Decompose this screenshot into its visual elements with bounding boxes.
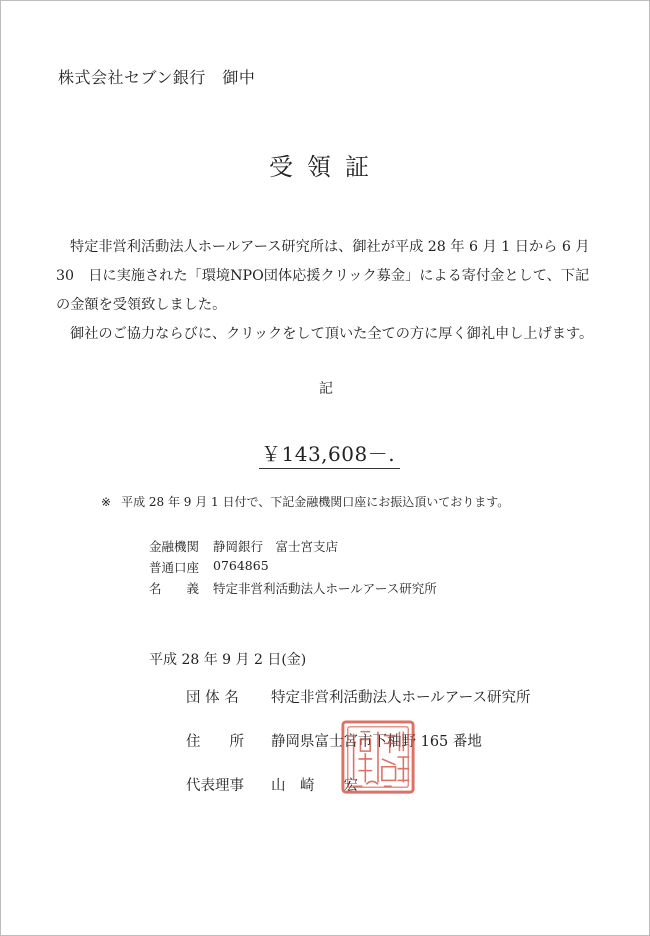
note-text: 平成 28 年 9 月 1 日付で、下記金融機関口座にお振込頂いております。 [121, 495, 510, 509]
bank-row [149, 537, 437, 558]
bank-details [149, 537, 437, 600]
bank-value: 静岡銀行 富士宮支店 [213, 539, 339, 554]
bank-value: 特定非営利活動法人ホールアース研究所 [213, 581, 437, 596]
signatory-label: 団 体 名 [186, 690, 239, 706]
bank-label: 名 義 [149, 581, 200, 596]
signatory-label: 代表理事 [186, 778, 244, 794]
amount: ￥143,608－. [259, 438, 400, 469]
signatory-value: 静岡県富士宮市下柚野 165 番地 [271, 734, 482, 750]
bank-row [149, 579, 437, 600]
document-title: 受領証 [269, 153, 383, 181]
bank-row [149, 558, 437, 579]
signatory-value: 山 崎 宏 [271, 778, 358, 794]
body-paragraph-1: 特定非営利活動法人ホールアース研究所は、御社が平成 28 年 6 月 1 日から 6 月 30 日に実施された「環境NPO団体応援クリック募金」による寄付金として、下記の金額を受領致しました。 [56, 239, 604, 313]
transfer-note [101, 493, 509, 510]
note-mark: ※ [101, 495, 112, 509]
signatory-value: 特定非営利活動法人ホールアース研究所 [271, 690, 531, 706]
official-seal-stamp [339, 718, 417, 796]
addressee: 株式会社セブン銀行 御中 [58, 68, 256, 87]
body-text [56, 233, 604, 349]
issue-date: 平成 28 年 9 月 2 日(金) [149, 652, 307, 668]
signatory-label: 住 所 [186, 734, 244, 750]
bank-label: 金融機関 [149, 539, 200, 554]
bank-value: 0764865 [213, 558, 269, 573]
bank-label: 普通口座 [149, 560, 200, 575]
ki-heading: 記 [319, 381, 333, 397]
body-paragraph-2: 御社のご協力ならびに、クリックをして頂いた全ての方に厚く御礼申し上げます。 [70, 326, 594, 342]
